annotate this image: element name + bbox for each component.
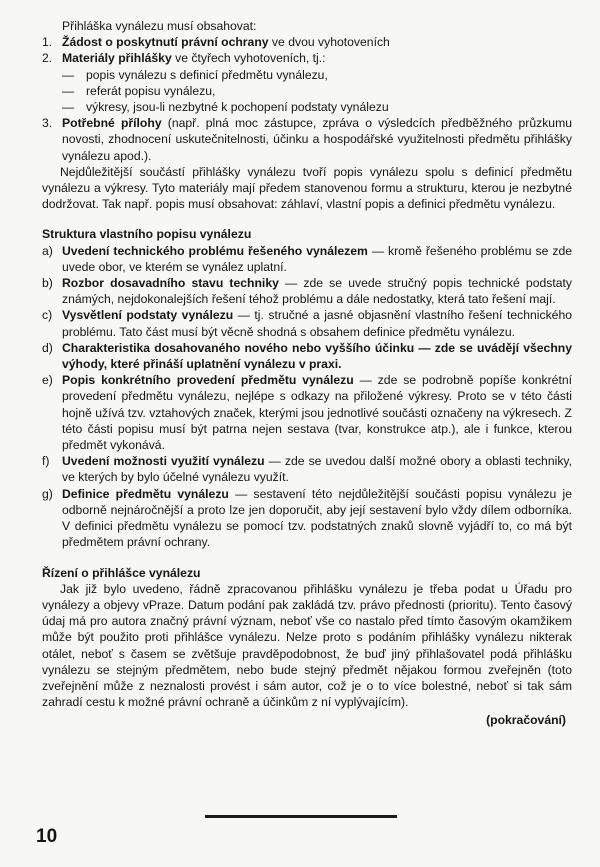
materials-list: [62, 67, 572, 116]
materials-text: popis vynálezu s definicí předmětu vynálezu,: [86, 67, 328, 82]
materials-item: [62, 83, 572, 99]
requirement-text: ve čtyřech vyhotoveních, tj.:: [171, 51, 326, 66]
page-number: 10: [36, 826, 58, 847]
list-marker: 3.: [42, 116, 53, 131]
structure-text: — zde se uvedou další možné obory a oblasti techniky, ve kterých by bylo účelné vynálezu využít.: [62, 454, 572, 485]
continued-note: (pokračování): [486, 713, 566, 728]
structure-term: Definice předmětu vynálezu: [62, 486, 229, 501]
requirements-list: [42, 34, 572, 164]
structure-item: [42, 486, 572, 551]
structure-item: [42, 243, 572, 275]
proceedings-paragraph: Jak již bylo uvedeno, řádně zpracovanou přihlášku vynálezu je třeba podat u Úřadu pro vynálezy a objevy vPraze. Datum podání pak zakládá tzv. právo přednosti (prioritu). Tento časový údaj má pro autora značný právní význam, neboť vše co nastalo před tímto časovým okamžikem může být použito proti přihlášce vynálezu. Nelze proto s podáním přihlášky vynálezu nikterak otálet, neboť s časem se zvětšuje pravděpodobnost, že buď jiný přihlašovatel podá přihlášku vynálezu se stejným předmětem, nebo bude stejný předmět nějakou formou zveřejněn (toto zveřejnění může z neznalosti provést i sám autor, což je o to více bolestné, neboť si tak sám zahradí cestu k možné právní ochraně a účinkům z ní vyplývajícím).: [42, 581, 572, 710]
structure-text: — zde se uvede stručný popis technické podstaty známých, nejdokonalejších řešení téhož problému a dále nedostatky, která tato řešení mají.: [62, 276, 572, 307]
structure-item: [42, 340, 572, 372]
structure-text: — sestavení této nejdůležitější součásti popisu vynálezu je odborně nejnáročnější a proto lze jen doporučit, aby její sestavení bylo vždy dílem odborníka. V definici předmětu vynálezu se pomocí tzv. podstatných znaků slovně vyjádří to, co má být předmětem právní ochrany.: [62, 486, 572, 550]
list-marker: a): [42, 243, 53, 258]
materials-text: výkresy, jsou-li nezbytné k pochopení podstaty vynálezu: [86, 100, 389, 115]
list-marker: 1.: [42, 35, 53, 50]
requirement-item: [42, 115, 572, 164]
structure-item: [42, 453, 572, 485]
structure-term: Uvedení možnosti využití vynálezu: [62, 454, 265, 469]
structure-list: [42, 243, 572, 551]
list-marker: d): [42, 340, 53, 355]
structure-term: Popis konkrétního provedení předmětu vynálezu: [62, 373, 354, 388]
list-marker: f): [42, 454, 50, 469]
dash-marker: —: [62, 100, 75, 115]
materials-item: [62, 99, 572, 115]
requirement-term: Potřebné přílohy: [62, 116, 162, 131]
structure-term: Vysvětlení podstaty vynálezu: [62, 308, 234, 323]
materials-paragraph: Nejdůležitější součástí přihlášky vynálezu tvoří popis vynálezu spolu s definicí předmětu vynálezu a výkresy. Tyto materiály mají předem stanovenou formu a strukturu, kterou je nezbytné dodržovat. Tak např. popis musí obsahovat: záhlaví, vlastní popis a definici předmětu vynálezu.: [42, 164, 572, 212]
structure-text: — tj. stručné a jasné objasnění vlastního řešení technického problému. Tato část musí být věcně shodná s obsahem definice předmětu vynálezu.: [62, 308, 572, 339]
structure-item: [42, 372, 572, 453]
section-heading-structure: Struktura vlastního popisu vynálezu: [42, 227, 252, 242]
materials-item: [62, 67, 572, 83]
structure-text: — zde se podrobně popíše konkrétní provedení předmětu vynálezu, nejlépe s odkazy na přiložené výkresy. Proto se v této části hojně užívá tzv. vztahových značek, kterými jsou jednotlivé součásti označeny na výkresech. Z této části popisu musí být patrna nejen sestava (tvar, konstrukce atp.), ale i funkce, kterou předmět vykonává.: [62, 373, 572, 453]
requirement-term: Žádost o poskytnutí právní ochrany: [62, 35, 269, 50]
requirement-item: [42, 34, 572, 50]
structure-term: Rozbor dosavadního stavu techniky: [62, 276, 279, 291]
list-marker: c): [42, 308, 53, 323]
requirement-text: ve dvou vyhotoveních: [268, 35, 390, 50]
list-marker: e): [42, 373, 53, 388]
list-marker: 2.: [42, 51, 53, 66]
structure-term: Uvedení technického problému řešeného vynálezem: [62, 243, 368, 258]
dash-marker: —: [62, 83, 75, 98]
dash-marker: —: [62, 67, 75, 82]
page-body: [42, 18, 572, 729]
separator-rule: [205, 815, 397, 818]
intro-line: Přihláška vynálezu musí obsahovat:: [62, 19, 257, 33]
structure-text: — kromě řešeného problému se zde uvede obor, ve kterém se vynález uplatní.: [62, 243, 572, 274]
requirement-text: (např. plná moc zástupce, zpráva o výsledcích předběžného průzkumu novosti, zhodnocení uskutečnitelnosti, účinku a hospodářské využitelnosti předmětu přihlášky vynálezu apod.).: [62, 116, 572, 163]
materials-text: referát popisu vynálezu,: [86, 83, 216, 98]
list-marker: g): [42, 486, 53, 501]
structure-term: Charakteristika dosahovaného nového nebo vyššího účinku — zde se uvádějí všechny výhody, které přináší uplatnění vynálezu v praxi.: [62, 340, 572, 372]
requirement-item: [42, 50, 572, 115]
list-marker: b): [42, 276, 53, 291]
section-heading-proceedings: Řízení o přihlášce vynálezu: [42, 565, 201, 580]
structure-item: [42, 307, 572, 339]
requirement-term: Materiály přihlášky: [62, 51, 172, 66]
structure-item: [42, 275, 572, 307]
